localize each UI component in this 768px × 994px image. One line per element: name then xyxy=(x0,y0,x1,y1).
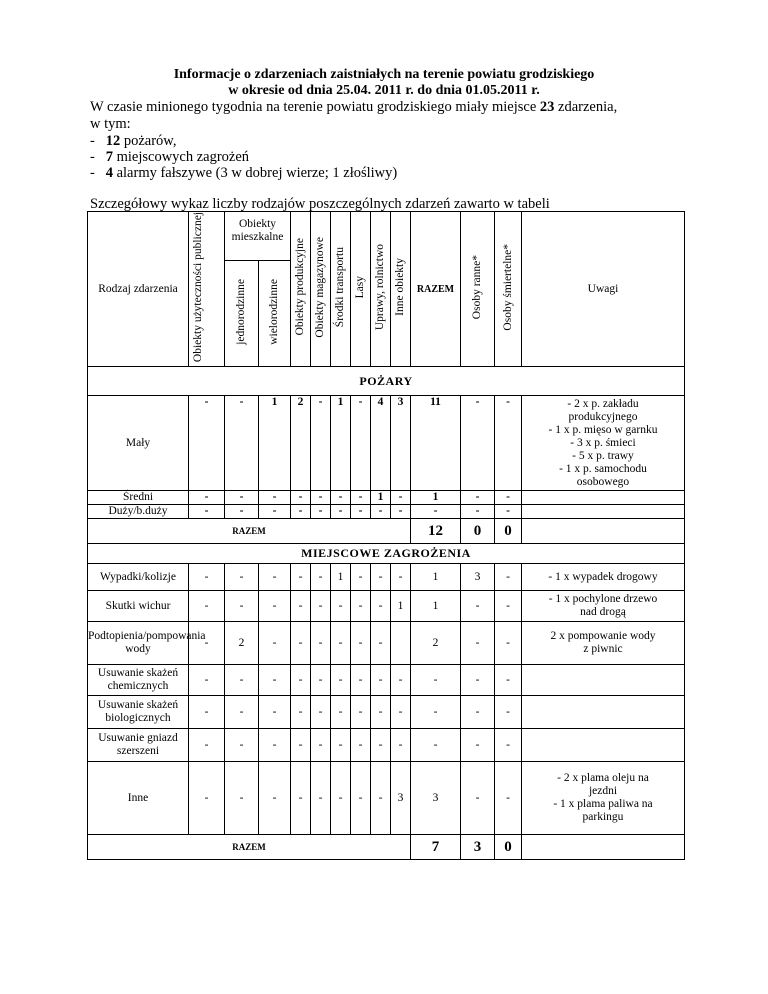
header-produkcyjne-text: Obiekty produkcyjne xyxy=(294,238,306,336)
row-cell: 1 xyxy=(411,591,461,622)
row-cell: 1 xyxy=(259,396,291,491)
bullet-dash: - xyxy=(90,133,95,149)
row-cell: - xyxy=(259,564,291,591)
row-label: Usuwanie skażeń biologicznych xyxy=(88,696,189,729)
header-inne xyxy=(391,212,411,367)
intro-subline: w tym: xyxy=(90,116,131,132)
document-title-line2: w okresie od dnia 25.04. 2011 r. do dnia 01.05.2011 r. xyxy=(228,83,540,98)
row-cell: - xyxy=(391,665,411,696)
note-line: parkingu xyxy=(582,811,624,824)
mz-total-smiertelne: 0 xyxy=(495,835,522,860)
row-cell: - xyxy=(331,729,351,762)
row-label: Skutki wichur xyxy=(88,591,189,622)
row-label: Inne xyxy=(88,762,189,835)
table-row xyxy=(88,564,685,591)
note-line: - 1 x plama paliwa na xyxy=(553,798,653,811)
row-cell: - xyxy=(495,396,522,491)
summary-count: 4 xyxy=(105,165,113,181)
row-note xyxy=(522,505,685,519)
note-line: nad drogą xyxy=(580,606,626,619)
row-cell: 3 xyxy=(411,762,461,835)
row-cell: - xyxy=(189,622,225,665)
row-cell: - xyxy=(259,505,291,519)
summary-item xyxy=(90,165,397,181)
intro-text-end: zdarzenia, xyxy=(554,99,618,115)
row-cell: - xyxy=(311,729,331,762)
row-cell: - xyxy=(461,591,495,622)
row-cell: - xyxy=(225,665,259,696)
header-wielorodzinne-text: wielorodzinne xyxy=(268,278,280,345)
row-cell: - xyxy=(311,491,331,505)
row-cell: - xyxy=(189,696,225,729)
row-cell: - xyxy=(225,591,259,622)
row-cell: - xyxy=(411,665,461,696)
table-row xyxy=(88,665,685,696)
table-row xyxy=(88,396,685,491)
note-line: z piwnic xyxy=(583,643,623,656)
row-label: Mały xyxy=(88,396,189,491)
row-cell: - xyxy=(371,665,391,696)
row-note xyxy=(522,591,685,622)
summary-count: 12 xyxy=(105,133,121,149)
row-cell: - xyxy=(259,665,291,696)
row-cell: - xyxy=(495,622,522,665)
row-cell: - xyxy=(259,491,291,505)
row-cell: - xyxy=(331,505,351,519)
header-razem: RAZEM xyxy=(411,212,461,367)
row-cell: - xyxy=(291,762,311,835)
row-cell: - xyxy=(225,729,259,762)
note-line: - 2 x plama oleju na xyxy=(557,772,649,785)
row-cell: - xyxy=(189,396,225,491)
row-cell: - xyxy=(225,564,259,591)
row-cell: - xyxy=(311,564,331,591)
row-cell: - xyxy=(259,762,291,835)
row-cell: - xyxy=(331,665,351,696)
row-label: Usuwanie skażeń chemicznych xyxy=(88,665,189,696)
section-pozary: POŻARY xyxy=(88,367,685,396)
summary-item xyxy=(90,133,176,149)
row-cell: - xyxy=(351,622,371,665)
row-cell: - xyxy=(371,729,391,762)
row-cell: - xyxy=(291,665,311,696)
row-label: Duży/b.duży xyxy=(88,505,189,519)
row-cell: - xyxy=(371,762,391,835)
row-cell: - xyxy=(291,696,311,729)
header-row xyxy=(88,212,685,261)
intro-paragraph xyxy=(90,99,617,115)
pozary-total-ranne: 0 xyxy=(461,519,495,544)
row-cell: - xyxy=(411,696,461,729)
row-cell: 2 xyxy=(411,622,461,665)
row-cell: - xyxy=(189,564,225,591)
row-cell: - xyxy=(311,622,331,665)
mz-total-ranne: 3 xyxy=(461,835,495,860)
row-note xyxy=(522,491,685,505)
row-cell: - xyxy=(311,396,331,491)
row-cell: - xyxy=(371,564,391,591)
table-caption: Szczegółowy wykaz liczby rodzajów poszczególnych zdarzeń zawarto w tabeli xyxy=(90,196,550,212)
row-cell: - xyxy=(225,762,259,835)
row-cell: - xyxy=(311,762,331,835)
header-ranne-text: Osoby ranne* xyxy=(471,254,483,320)
row-cell: - xyxy=(311,591,331,622)
header-lasy-text: Lasy xyxy=(354,275,366,299)
row-cell: - xyxy=(259,696,291,729)
row-cell: 1 xyxy=(331,396,351,491)
row-cell: - xyxy=(331,491,351,505)
row-cell: - xyxy=(291,505,311,519)
summary-text: alarmy fałszywe (3 w dobrej wierze; 1 złośliwy) xyxy=(112,165,398,181)
note-line: osobowego xyxy=(576,475,630,488)
row-cell: - xyxy=(291,591,311,622)
note-line: - 5 x p. trawy xyxy=(572,449,634,462)
row-cell: - xyxy=(461,729,495,762)
row-cell: - xyxy=(495,729,522,762)
row-cell: - xyxy=(371,505,391,519)
header-rodzaj: Rodzaj zdarzenia xyxy=(88,212,189,367)
row-cell: - xyxy=(331,591,351,622)
header-magazynowe-text: Obiekty magazynowe xyxy=(314,236,326,338)
row-cell: - xyxy=(495,564,522,591)
row-cell: - xyxy=(291,564,311,591)
row-cell: - xyxy=(189,505,225,519)
section-row xyxy=(88,367,685,396)
row-note xyxy=(522,729,685,762)
section-row xyxy=(88,544,685,564)
header-produkcyjne xyxy=(291,212,311,367)
row-cell: - xyxy=(351,762,371,835)
row-cell: - xyxy=(189,665,225,696)
note-line: - 2 x p. zakładu xyxy=(567,397,639,410)
table-row xyxy=(88,591,685,622)
note-line: - 3 x p. śmieci xyxy=(570,436,636,449)
intro-text: W czasie minionego tygodnia na terenie powiatu grodziskiego miały miejsce xyxy=(90,99,540,115)
mz-total-uwagi xyxy=(522,835,685,860)
row-cell: - xyxy=(495,491,522,505)
row-cell: - xyxy=(495,665,522,696)
section-mz: MIEJSCOWE ZAGROŻENIA xyxy=(88,544,685,564)
row-cell: - xyxy=(351,491,371,505)
row-label: Wypadki/kolizje xyxy=(88,564,189,591)
row-label: Średni xyxy=(88,491,189,505)
row-cell: - xyxy=(291,622,311,665)
row-cell: - xyxy=(189,491,225,505)
row-cell: - xyxy=(225,491,259,505)
row-cell: 3 xyxy=(391,762,411,835)
row-cell: - xyxy=(461,665,495,696)
row-cell: - xyxy=(371,696,391,729)
header-jednorodzinne xyxy=(225,261,259,367)
pozary-rows xyxy=(88,396,685,519)
row-cell: - xyxy=(461,396,495,491)
row-cell: - xyxy=(351,729,371,762)
row-cell: 2 xyxy=(291,396,311,491)
row-cell: - xyxy=(461,762,495,835)
row-cell: - xyxy=(331,762,351,835)
incidents-table xyxy=(87,211,685,860)
table-row xyxy=(88,696,685,729)
row-cell: - xyxy=(331,622,351,665)
row-cell: - xyxy=(311,665,331,696)
header-wielorodzinne xyxy=(259,261,291,367)
mz-rows xyxy=(88,564,685,835)
row-cell: - xyxy=(495,505,522,519)
pozary-total-smiertelne: 0 xyxy=(495,519,522,544)
row-cell: 3 xyxy=(391,396,411,491)
mz-total-row xyxy=(88,835,685,860)
header-lasy xyxy=(351,212,371,367)
table-row xyxy=(88,491,685,505)
row-cell: - xyxy=(311,505,331,519)
header-uzytecznosci xyxy=(189,212,225,367)
row-cell: - xyxy=(371,622,391,665)
row-cell: - xyxy=(291,729,311,762)
row-note xyxy=(522,665,685,696)
row-cell: - xyxy=(371,591,391,622)
header-transportu xyxy=(331,212,351,367)
pozary-total-label: RAZEM xyxy=(88,519,411,544)
row-cell: - xyxy=(351,665,371,696)
header-jednorodzinne-text: jednorodzinne xyxy=(235,278,247,345)
row-cell: 3 xyxy=(461,564,495,591)
row-cell: - xyxy=(411,729,461,762)
header-ranne xyxy=(461,212,495,367)
row-cell: - xyxy=(225,696,259,729)
note-line: produkcyjnego xyxy=(568,410,638,423)
row-cell: - xyxy=(189,762,225,835)
header-magazynowe xyxy=(311,212,331,367)
row-cell: - xyxy=(351,564,371,591)
row-cell: - xyxy=(461,491,495,505)
mz-total-razem: 7 xyxy=(411,835,461,860)
row-note xyxy=(522,622,685,665)
row-cell: - xyxy=(495,696,522,729)
table-row xyxy=(88,622,685,665)
row-cell: - xyxy=(189,729,225,762)
document-title-line1: Informacje o zdarzeniach zaistniałych na terenie powiatu grodziskiego xyxy=(173,67,595,82)
row-note xyxy=(522,396,685,491)
row-cell: - xyxy=(331,696,351,729)
header-transportu-text: Środki transportu xyxy=(334,246,346,328)
note-line: - 1 x pochylone drzewo xyxy=(548,593,658,606)
bullet-dash: - xyxy=(90,165,95,181)
row-cell: - xyxy=(461,696,495,729)
table-row xyxy=(88,505,685,519)
row-cell: - xyxy=(351,591,371,622)
row-cell: 4 xyxy=(371,396,391,491)
header-uwagi: Uwagi xyxy=(522,212,685,367)
row-cell: 1 xyxy=(391,591,411,622)
row-cell: 1 xyxy=(371,491,391,505)
mz-total-label: RAZEM xyxy=(88,835,411,860)
row-cell: - xyxy=(259,622,291,665)
row-cell xyxy=(391,622,411,665)
row-cell: - xyxy=(351,696,371,729)
row-cell: - xyxy=(225,505,259,519)
summary-text: pożarów, xyxy=(120,133,177,149)
row-cell: 1 xyxy=(411,491,461,505)
note-line: - 1 x p. mięso w garnku xyxy=(548,423,658,436)
row-cell: - xyxy=(495,762,522,835)
row-cell: - xyxy=(461,505,495,519)
row-cell: 1 xyxy=(411,564,461,591)
header-smiertelne xyxy=(495,212,522,367)
total-count: 23 xyxy=(539,99,555,115)
pozary-total-razem: 12 xyxy=(411,519,461,544)
header-mieszkalne: Obiekty mieszkalne xyxy=(225,212,291,261)
row-cell: - xyxy=(391,564,411,591)
row-cell: 2 xyxy=(225,622,259,665)
row-cell: - xyxy=(311,696,331,729)
row-cell: - xyxy=(495,591,522,622)
header-uzytecznosci-text: Obiekty użyteczności publicznej xyxy=(191,212,204,363)
row-cell: - xyxy=(225,396,259,491)
row-cell: - xyxy=(391,505,411,519)
header-uprawy-text: Uprawy, rolnictwo xyxy=(374,243,386,331)
row-cell: - xyxy=(351,396,371,491)
row-cell: - xyxy=(461,622,495,665)
row-cell: - xyxy=(391,729,411,762)
row-cell: 1 xyxy=(331,564,351,591)
header-smiertelne-text: Osoby śmiertelne* xyxy=(501,243,514,331)
header-uprawy xyxy=(371,212,391,367)
row-note xyxy=(522,762,685,835)
row-cell: - xyxy=(351,505,371,519)
row-cell: - xyxy=(259,591,291,622)
note-line: jezdni xyxy=(588,785,618,798)
note-line: 2 x pompowanie wody xyxy=(550,630,656,643)
row-label: Usuwanie gniazd szerszeni xyxy=(88,729,189,762)
row-cell: - xyxy=(391,491,411,505)
bullet-dash: - xyxy=(90,149,95,165)
row-cell: - xyxy=(259,729,291,762)
row-cell: - xyxy=(411,505,461,519)
table-row xyxy=(88,762,685,835)
pozary-total-row xyxy=(88,519,685,544)
row-note xyxy=(522,696,685,729)
summary-item xyxy=(90,149,249,165)
row-note xyxy=(522,564,685,591)
summary-count: 7 xyxy=(105,149,113,165)
row-label: Podtopienia/pompowania wody xyxy=(88,622,189,665)
summary-text: miejscowych zagrożeń xyxy=(112,149,250,165)
row-cell: - xyxy=(291,491,311,505)
table-row xyxy=(88,729,685,762)
row-cell: - xyxy=(189,591,225,622)
note-line: - 1 x wypadek drogowy xyxy=(548,570,658,583)
row-cell: - xyxy=(391,696,411,729)
pozary-total-uwagi xyxy=(522,519,685,544)
header-inne-text: Inne obiekty xyxy=(394,258,406,316)
row-cell: 11 xyxy=(411,396,461,491)
note-line: - 1 x p. samochodu xyxy=(559,462,647,475)
